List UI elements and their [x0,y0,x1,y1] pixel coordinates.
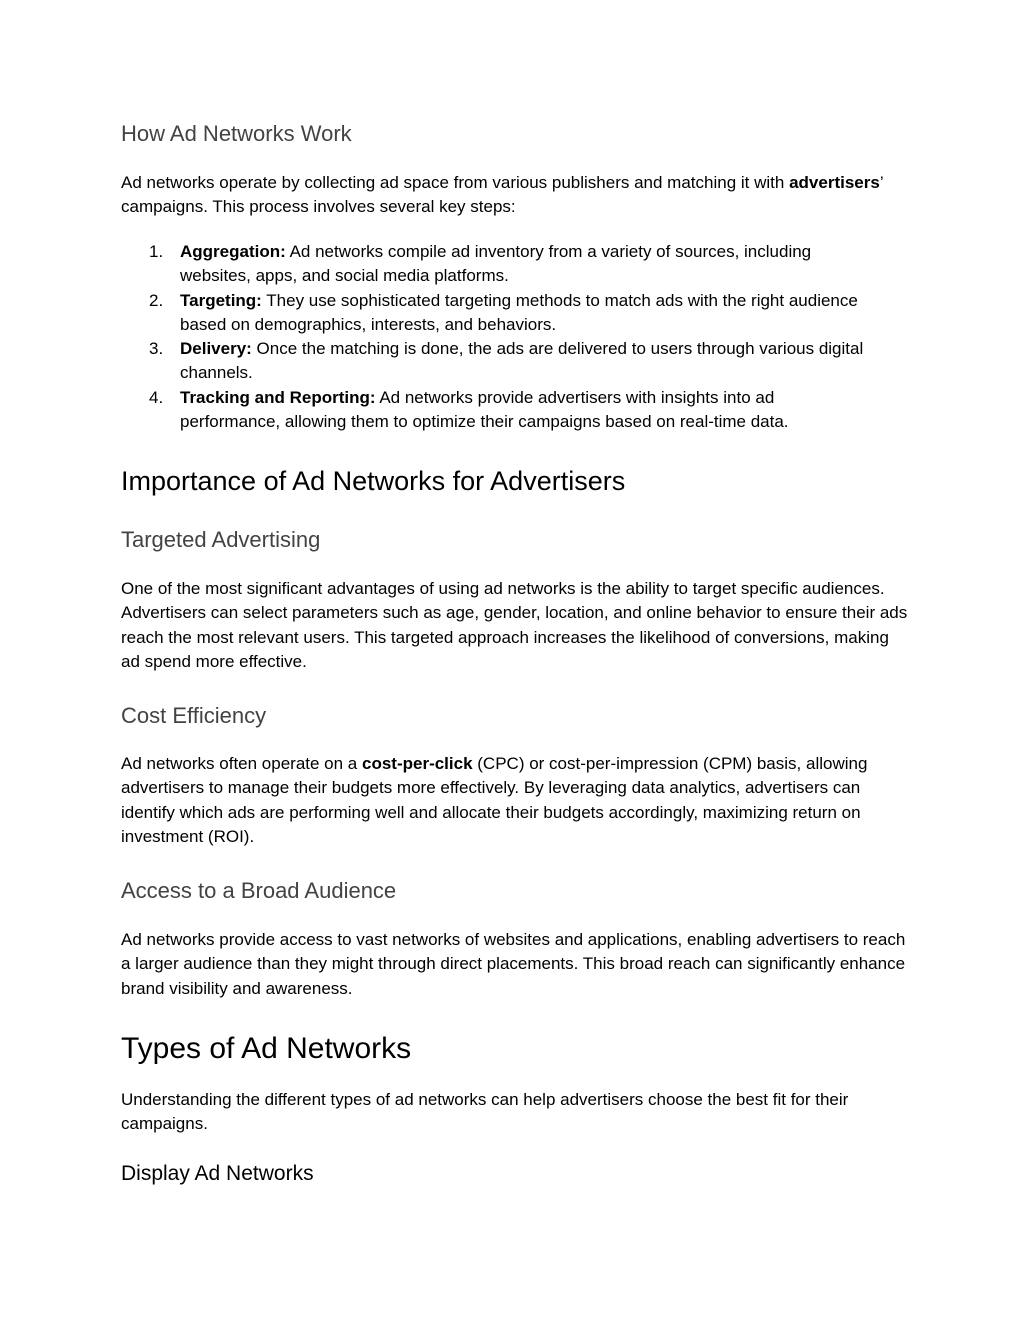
heading-importance: Importance of Ad Networks for Advertisers [121,466,626,496]
heading-how-ad-networks-work: How Ad Networks Work [121,121,352,146]
broad-audience-paragraph: Ad networks provide access to vast networks of websites and applications, enabling advertisers to reach a larger audience than they might through direct placements. This broad reach can significantly enhance brand visibility and awareness. [121,930,906,998]
list-item-number: 1. [149,242,164,261]
intro-text-end: ’ campaigns. This process involves several key steps: [121,173,883,217]
heading-display-ad-networks: Display Ad Networks [121,1162,314,1185]
list-item-text: They use sophisticated targeting methods to match ads with the right audience based on demographics, interests, and behaviors. [180,290,858,334]
list-item-number: 3. [149,339,164,359]
cost-bold-cpc: cost-per-click [362,754,473,773]
list-item [121,386,870,435]
heading-targeted-advertising: Targeted Advertising [121,527,321,552]
list-item-text: Ad networks provide advertisers with insights into ad performance, allowing them to optimize their campaigns based on real-time data. [180,387,789,432]
how-it-works-intro [121,171,911,220]
list-item-text: Once the matching is done, the ads are delivered to users through various digital channels. [180,339,864,383]
list-item-number: 2. [149,290,164,310]
targeted-advertising-paragraph: One of the most significant advantages of using ad networks is the ability to target specific audiences. Advertisers can select parameters such as age, gender, location, and online behavior to ensure their ads reach the most relevant users. This targeted approach increases the likelihood of conversions, making ad spend more effective. [121,579,908,671]
heading-types-of-ad-networks: Types of Ad Networks [121,1032,412,1065]
list-item-label: Targeting: [180,290,262,310]
list-item-label: Aggregation: [180,242,286,261]
intro-text-start: Ad networks operate by collecting ad space from various publishers and matching it with [121,173,790,192]
list-item-number: 4. [149,387,164,407]
cost-text-start: Ad networks often operate on a [121,754,362,773]
heading-cost-efficiency: Cost Efficiency [121,703,267,728]
intro-bold-advertisers: advertisers [789,173,880,192]
key-steps-list [121,240,911,434]
list-item-text: Ad networks compile ad inventory from a variety of sources, including websites, apps, and social media platforms. [180,242,812,286]
list-item-label: Tracking and Reporting: [180,387,376,407]
list-item [121,337,870,386]
cost-efficiency-paragraph [121,752,911,849]
list-item [121,240,870,289]
list-item [121,289,870,338]
types-paragraph: Understanding the different types of ad networks can help advertisers choose the best fit for their campaigns. [121,1090,849,1134]
heading-broad-audience: Access to a Broad Audience [121,878,397,903]
list-item-label: Delivery: [180,339,252,359]
cost-text-end: (CPC) or cost-per-impression (CPM) basis, allowing advertisers to manage their budgets more effectively. By leveraging data analytics, advertisers can identify which ads are performing well and allocate their budgets accordingly, maximizing return on investment (ROI). [121,754,868,846]
